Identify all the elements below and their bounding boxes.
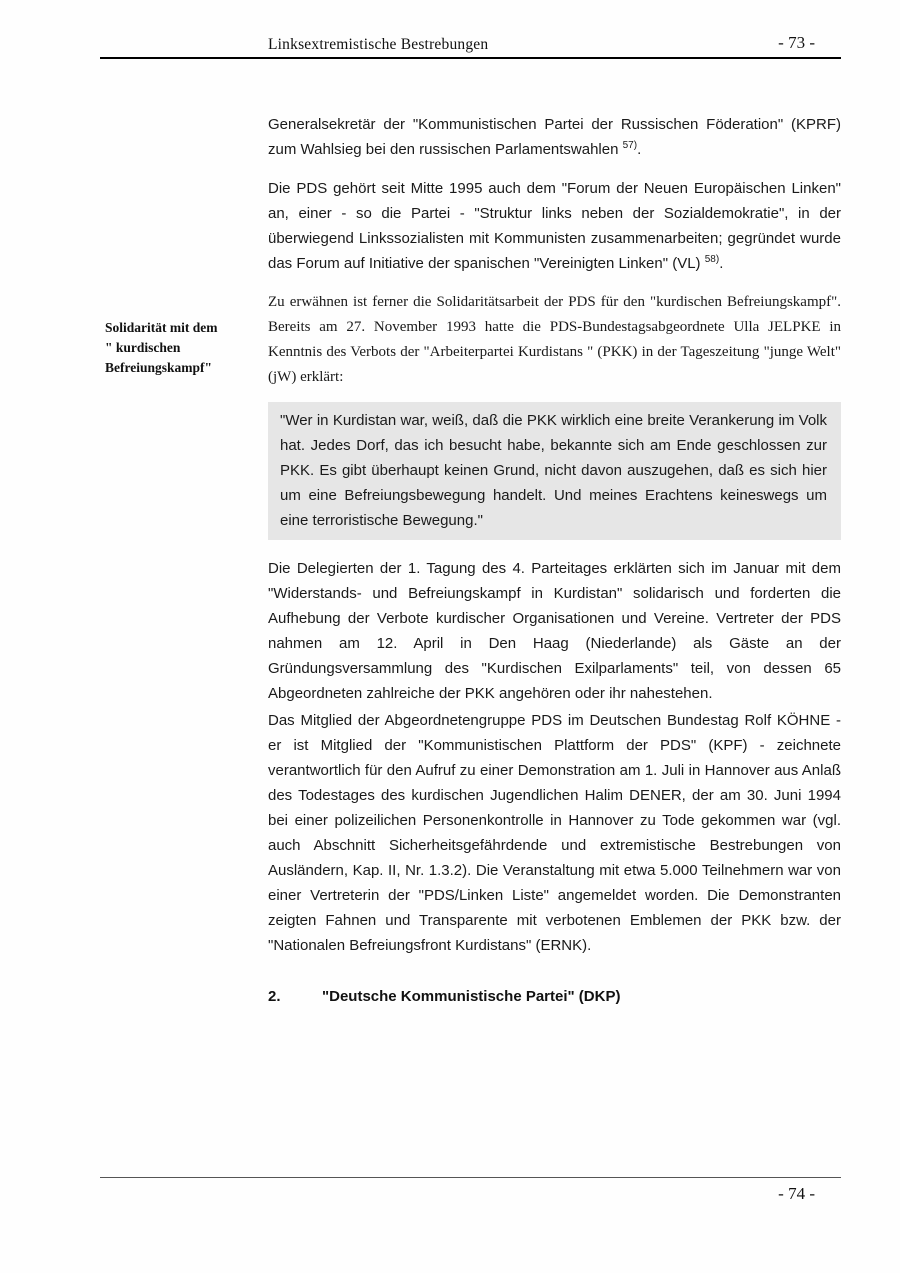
quote-text: "Wer in Kurdistan war, weiß, daß die PKK wirklich eine breite Verankerung im Volk hat. Jedes Dorf, das ich besucht habe, bekannte sich am Ende geschlossen zur PKK. Es gibt überhaupt keinen Grund, nicht davon auszugehen, daß es sich hier um eine Befreiungsbewegung handelt. Und meines Erachtens keineswegs um eine terroristische Bewegung." xyxy=(280,412,827,529)
paragraph-kprf xyxy=(268,112,841,162)
header-title: Linksextremistische Bestrebungen xyxy=(268,36,489,53)
margin-note-line: Befreiungskampf" xyxy=(105,360,213,375)
paragraph-text: . xyxy=(719,255,724,272)
header-rule xyxy=(100,57,841,59)
paragraph-koehne: Das Mitglied der Abgeordnetengruppe PDS im Deutschen Bundestag Rolf KÖHNE - er ist Mitglied der "Kommunistischen Plattform der PDS" (KPF) - zeichnete verantwortlich für den Aufruf zu einer Demonstration am 1. Juli in Hannover aus Anlaß des Todestages des kurdischen Jugendlichen Halim DENER, der am 30. Juni 1994 bei einer polizeilichen Personenkontrolle in Hannover zu Tode gekommen war (vgl. auch Abschnitt Sicherheitsgefährdende und extremistische Bestrebungen von Ausländern, Kap. II, Nr. 1.3.2). Die Veranstaltung mit etwa 5.000 Teilnehmern war von einer Vertreterin der "PDS/Linken Liste" angemeldet worden. Die Demonstranten zeigten Fahnen und Transparente mit verbotenen Emblemen der PKK bzw. der "Nationalen Befreiungsfront Kurdistans" (ERNK). xyxy=(268,712,841,954)
page-body xyxy=(268,100,841,1005)
section-title: "Deutsche Kommunistische Partei" (DKP) xyxy=(322,988,621,1005)
footnote-reference: 57) xyxy=(622,140,638,151)
footer-rule xyxy=(100,1177,841,1178)
section-heading xyxy=(268,988,841,1005)
section-number: 2. xyxy=(268,988,281,1005)
header-page-number: - 73 - xyxy=(778,33,815,52)
margin-note-line: " kurdischen xyxy=(105,340,181,355)
quote-block xyxy=(268,402,841,540)
paragraph-forum xyxy=(268,176,841,276)
paragraph-text: . xyxy=(637,141,642,158)
margin-note xyxy=(105,318,277,378)
footnote-reference: 58) xyxy=(704,254,720,265)
footer-page-number: - 74 - xyxy=(778,1184,815,1203)
paragraph-solidarity: Zu erwähnen ist ferner die Solidaritätsarbeit der PDS für den "kurdischen Befreiungskampf". Bereits am 27. November 1993 hatte die PDS-Bundestagsabgeordnete Ulla JELPKE in Kenntnis des Verbots der "Arbeiterpartei Kurdistans " (PKK) in der Tageszeitung "junge Welt" (jW) erklärt: xyxy=(268,294,841,385)
margin-note-line: Solidarität mit dem xyxy=(105,320,218,335)
paragraph-text: Die PDS gehört seit Mitte 1995 auch dem "Forum der Neuen Europäischen Linken" an, einer - so die Partei - "Struktur links neben der Sozialdemokratie", in der überwiegend Linkssozialisten mit Kommunisten zusammenarbeiten; gegründet wurde das Forum auf Initiative der spanischen "Vereinigten Linken" (VL) xyxy=(268,180,841,272)
paragraph-text: Generalsekretär der "Kommunistischen Partei der Russischen Föderation" (KPRF) zum Wahlsieg bei den russischen Parlamentswahlen xyxy=(268,116,841,158)
paragraph-delegates: Die Delegierten der 1. Tagung des 4. Parteitages erklärten sich im Januar mit dem "Widerstands- und Befreiungskampf in Kurdistan" solidarisch und forderten die Aufhebung der Verbote kurdischer Organisationen und Vereine. Vertreter der PDS nahmen am 12. April in Den Haag (Niederlande) als Gäste an der Gründungsversammlung des "Kurdischen Exilparlaments" teil, von dessen 65 Abgeordneten zahlreiche der PKK angehören oder ihr nahestehen. xyxy=(268,560,841,702)
